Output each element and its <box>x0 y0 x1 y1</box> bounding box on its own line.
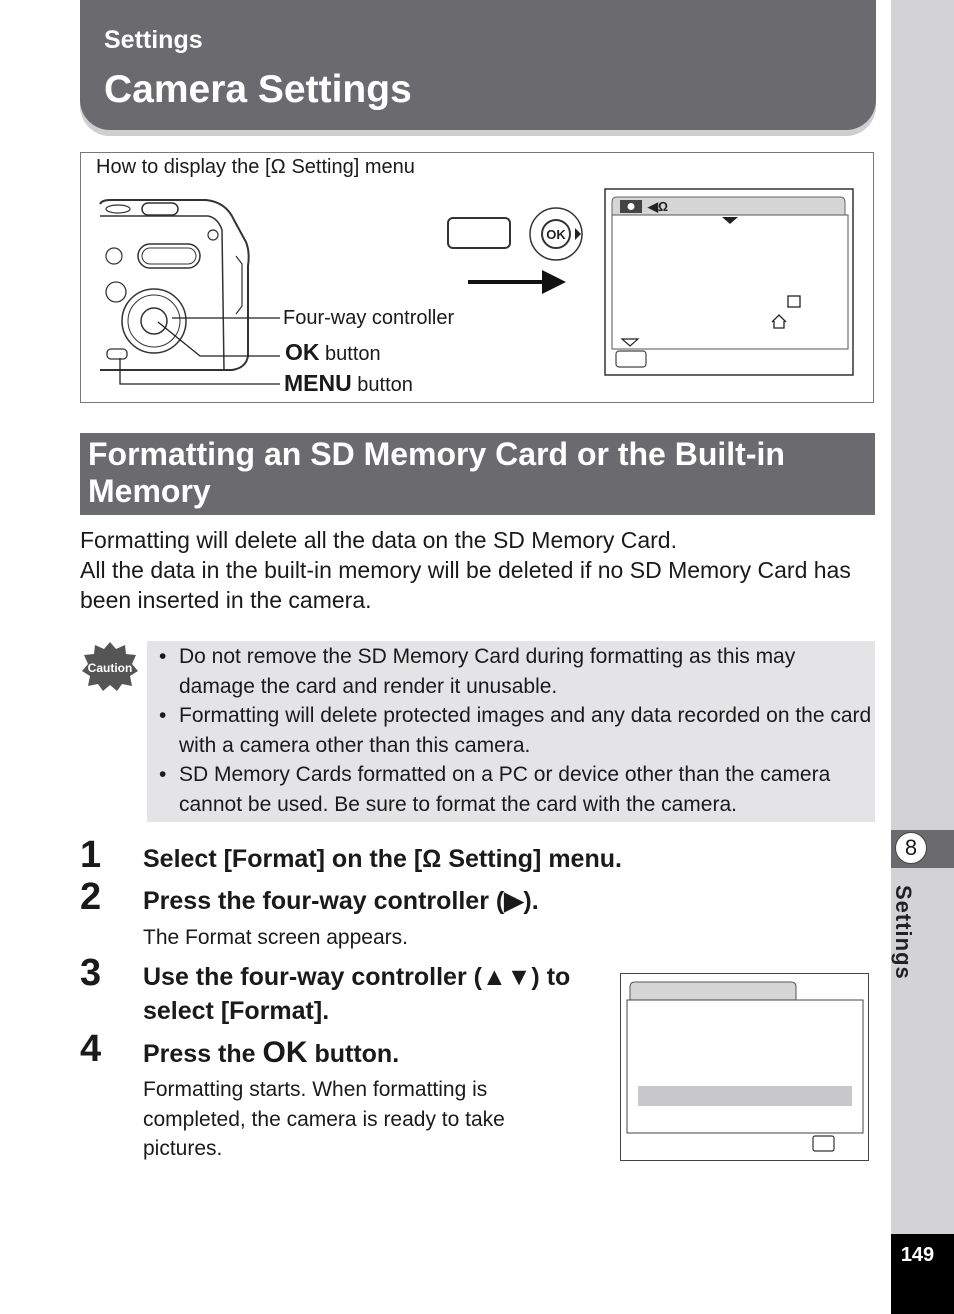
step-number: 2 <box>80 876 102 918</box>
intro-line-2: All the data in the built-in memory will be deleted if no SD Memory Card has been inserted in the camera. <box>80 557 851 613</box>
step-text: Press the four-way controller (▶). <box>143 887 539 915</box>
format-screen <box>620 973 869 1161</box>
svg-text:◀Ω: ◀Ω <box>648 199 668 214</box>
caution-icon <box>80 640 140 692</box>
ok-button-icon <box>527 205 585 263</box>
svg-text:OK: OK <box>546 227 566 242</box>
header-banner <box>80 0 876 130</box>
step-number: 1 <box>80 834 102 876</box>
intro-line-1: Formatting will delete all the data on the SD Memory Card. <box>80 527 677 553</box>
ok-key-text: OK <box>262 1036 308 1069</box>
menu-button-icon <box>447 217 511 249</box>
menu-key-text: MENU <box>284 370 352 396</box>
caution-list <box>155 642 873 819</box>
ok-button-suffix: button <box>319 343 381 365</box>
step-text-pre: Press the <box>143 1040 263 1068</box>
menu-button-suffix: button <box>351 374 413 396</box>
section-title: Formatting an SD Memory Card or the Built-in Memory <box>88 436 785 509</box>
chapter-label: Settings <box>891 885 916 980</box>
callout-lines <box>110 300 290 390</box>
chapter-side-tab <box>891 0 954 1314</box>
four-way-controller-label: Four-way controller <box>283 307 455 329</box>
step-text <box>143 1036 598 1071</box>
page-number: 149 <box>900 1244 935 1266</box>
chapter-number: 8 <box>895 832 927 864</box>
ok-key-text: OK <box>285 339 320 365</box>
caution-item: • SD Memory Cards formatted on a PC or device other than the camera cannot be used. Be sure to format the card with the camera. <box>155 760 873 819</box>
setting-menu-screen <box>604 188 856 378</box>
menu-button-label <box>284 370 413 397</box>
caution-icon-label: Caution <box>87 661 133 675</box>
step-number: 3 <box>80 952 102 994</box>
howto-title: How to display the [Ω Setting] menu <box>96 156 415 178</box>
step-text-post: button. <box>307 1040 400 1068</box>
page-title: Camera Settings <box>104 68 412 111</box>
step-description: Formatting starts. When formatting is completed, the camera is ready to take pictures. <box>143 1078 505 1160</box>
caution-item: • Do not remove the SD Memory Card during formatting as this may damage the card and render it unusable. <box>155 642 873 701</box>
step-text: Use the four-way controller (▲▼) to select [Format]. <box>143 963 571 1025</box>
step-description: The Format screen appears. <box>143 926 408 949</box>
step-text: Select [Format] on the [Ω Setting] menu. <box>143 845 622 873</box>
arrow-right-icon <box>468 268 568 296</box>
header-subtitle: Settings <box>104 26 203 54</box>
step-number: 4 <box>80 1028 102 1070</box>
caution-item: • Formatting will delete protected images and any data recorded on the card with a camera other than this camera. <box>155 701 873 760</box>
ok-button-label <box>285 339 381 366</box>
